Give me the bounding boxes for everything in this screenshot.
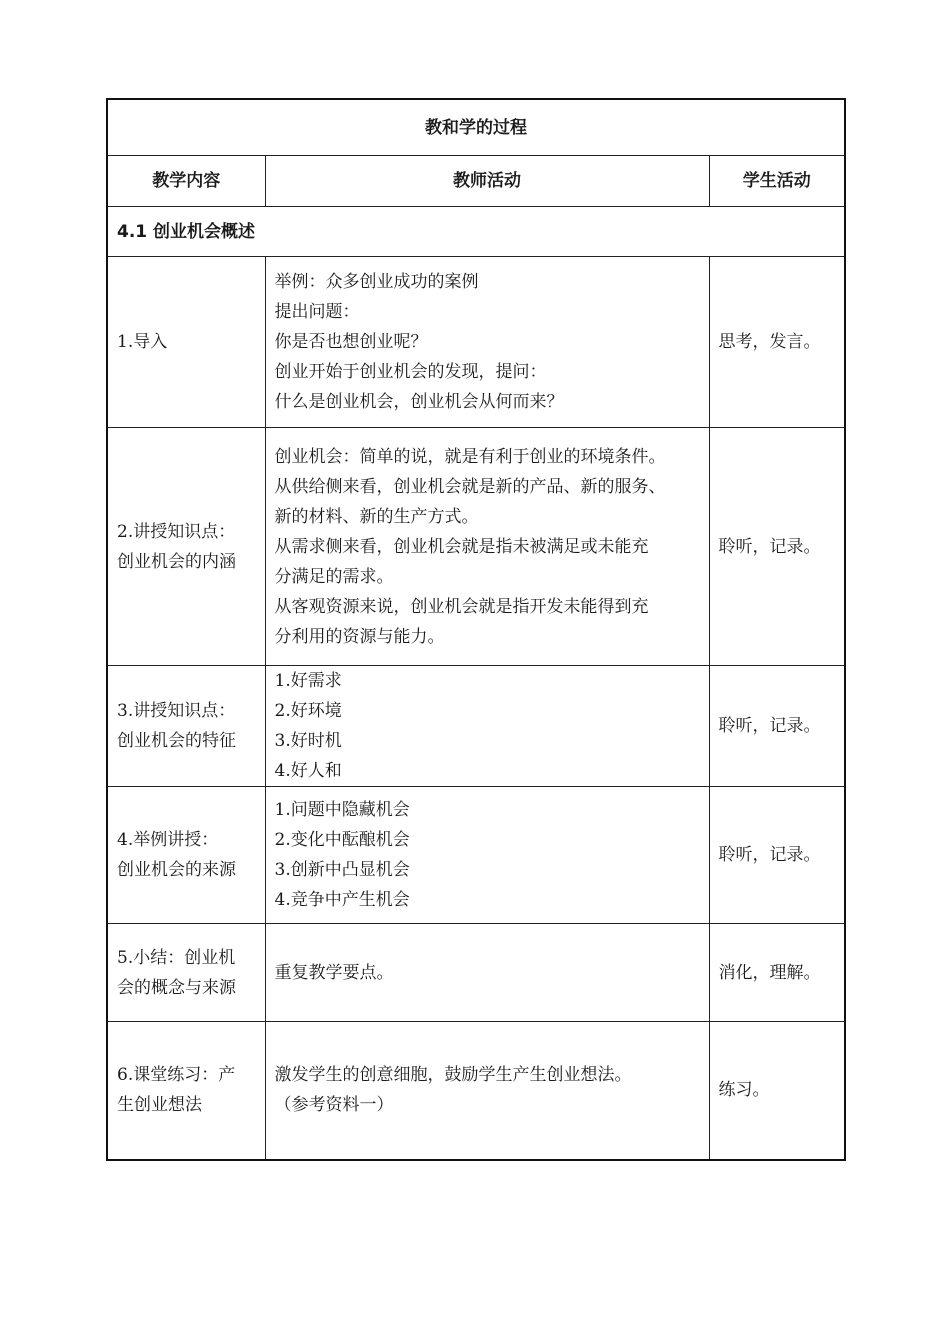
teacher-line: 你是否也想创业呢？ [274, 332, 428, 352]
table-row [107, 428, 845, 666]
teacher-cell [265, 257, 709, 428]
student-cell: 聆听，记录。 [709, 787, 845, 924]
student-cell: 聆听，记录。 [709, 666, 845, 787]
teacher-cell [265, 428, 709, 666]
content-line: 2.讲授知识点： [117, 521, 236, 542]
teacher-line: 什么是创业机会，创业机会从何而来？ [274, 392, 564, 412]
content-line: 6.课堂练习：产 [117, 1065, 236, 1086]
table-title-row [107, 99, 845, 156]
teacher-line: 从客观资源来说，创业机会就是指开发未能得到充 [274, 596, 649, 617]
teacher-line: 2.好环境 [274, 701, 342, 721]
teacher-line: 3.好时机 [274, 731, 342, 751]
content-line: 3.讲授知识点： [117, 701, 236, 721]
table-title: 教和学的过程 [107, 99, 845, 156]
content-cell [107, 666, 265, 787]
section-heading: 4.1 创业机会概述 [107, 207, 845, 257]
teacher-cell [265, 924, 709, 1022]
teaching-process-table [106, 98, 846, 1161]
teacher-line: 举例：众多创业成功的案例 [274, 272, 479, 292]
content-line: 5.小结：创业机 [117, 947, 236, 968]
teacher-cell [265, 1022, 709, 1160]
teacher-line: 分满足的需求。 [274, 566, 394, 587]
table-row [107, 787, 845, 924]
content-cell [107, 1022, 265, 1160]
teacher-line: 创业机会：简单的说，就是有利于创业的环境条件。 [274, 446, 666, 467]
header-content: 教学内容 [107, 156, 265, 207]
content-cell [107, 787, 265, 924]
teacher-line: 创业开始于创业机会的发现，提问： [274, 362, 547, 382]
header-teacher: 教师活动 [265, 156, 709, 207]
content-line: 创业机会的来源 [117, 860, 236, 880]
teacher-line: 从需求侧来看，创业机会就是指未被满足或未能充 [274, 536, 649, 557]
section-row [107, 207, 845, 257]
teacher-cell [265, 666, 709, 787]
content-line: 会的概念与来源 [117, 977, 236, 998]
teacher-line: 1.问题中隐藏机会 [274, 800, 410, 820]
student-cell: 思考，发言。 [709, 257, 845, 428]
student-cell: 消化，理解。 [709, 924, 845, 1022]
lesson-plan-sheet [106, 98, 844, 1161]
teacher-line: 激发学生的创意细胞，鼓励学生产生创业想法。 [274, 1065, 632, 1086]
teacher-line: 3.创新中凸显机会 [274, 860, 410, 880]
header-student: 学生活动 [709, 156, 845, 207]
content-cell [107, 257, 265, 428]
table-row [107, 1022, 845, 1160]
content-line: 创业机会的内涵 [117, 551, 236, 572]
content-line: 1.导入 [117, 332, 168, 352]
teacher-line: 提出问题： [274, 302, 360, 322]
student-cell: 练习。 [709, 1022, 845, 1160]
student-cell: 聆听，记录。 [709, 428, 845, 666]
table-header-row [107, 156, 845, 207]
teacher-line: （参考资料一） [274, 1095, 394, 1116]
teacher-cell [265, 787, 709, 924]
table-row [107, 924, 845, 1022]
teacher-line: 1.好需求 [274, 671, 342, 691]
teacher-line: 分利用的资源与能力。 [274, 626, 445, 647]
teacher-line: 新的材料、新的生产方式。 [274, 506, 479, 527]
teacher-line: 4.好人和 [274, 761, 342, 781]
teacher-line: 4.竞争中产生机会 [274, 890, 410, 910]
content-line: 4.举例讲授： [117, 830, 219, 850]
content-cell [107, 924, 265, 1022]
content-cell [107, 428, 265, 666]
teacher-line: 从供给侧来看，创业机会就是新的产品、新的服务、 [274, 476, 666, 497]
content-line: 创业机会的特征 [117, 731, 236, 751]
teacher-line: 2.变化中酝酿机会 [274, 830, 410, 850]
table-row [107, 257, 845, 428]
content-line: 生创业想法 [117, 1095, 202, 1116]
teacher-line: 重复教学要点。 [274, 962, 394, 983]
table-row [107, 666, 845, 787]
